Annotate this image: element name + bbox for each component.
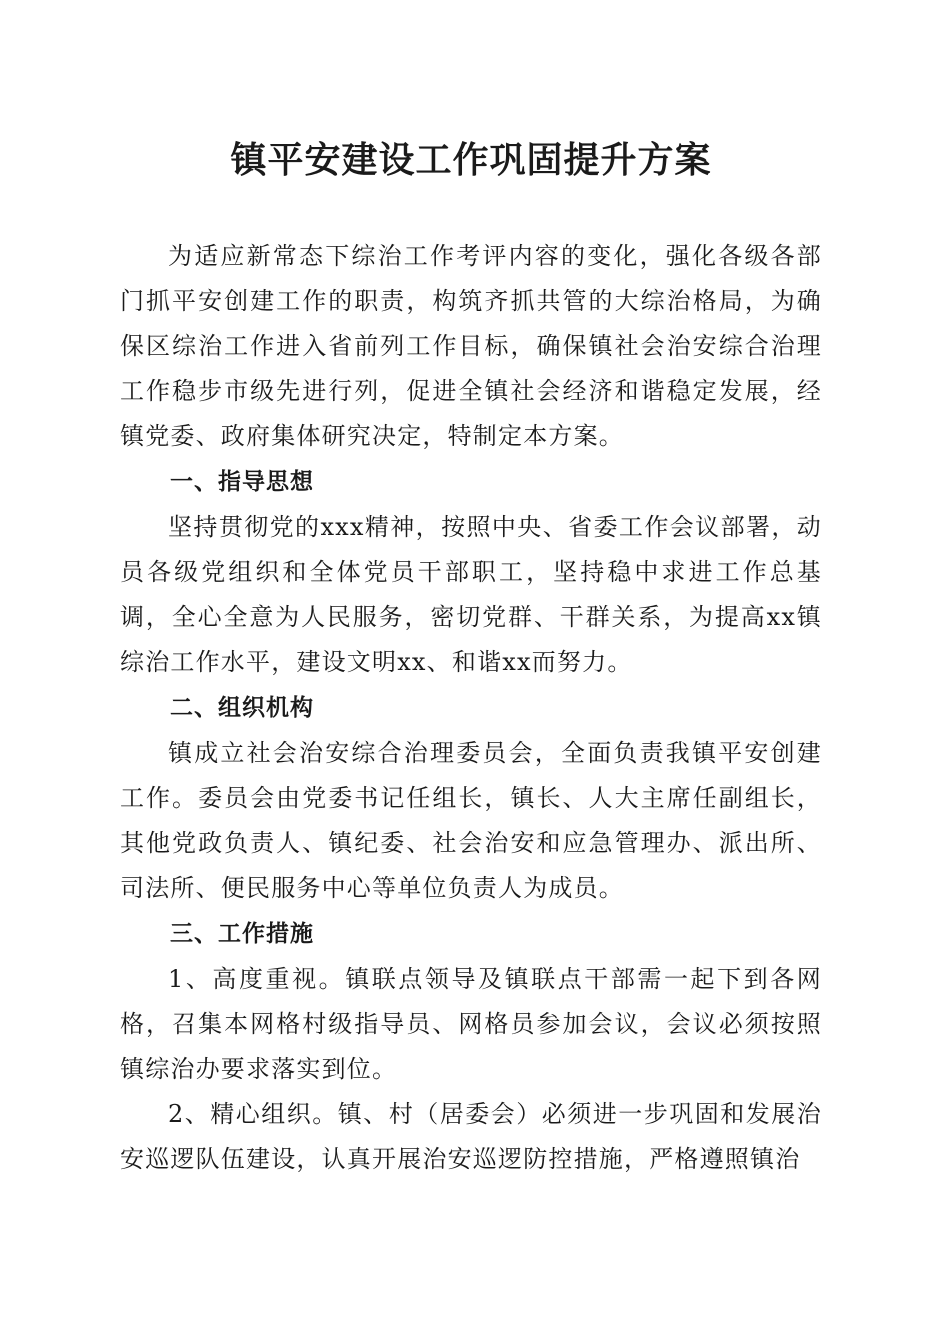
section-heading-guiding-ideology: 一、指导思想 [170, 469, 314, 495]
section-paragraph: 坚持贯彻党的xxx精神，按照中央、省委工作会议部署，动员各级党组织和全体党员干部职工，坚持稳中求进工作总基调，全心全意为人民服务，密切党群、干群关系，为提高xx镇综治工作水平，建设文明xx、和谐xx而努力。 [120, 513, 822, 676]
intro-paragraph: 为适应新常态下综治工作考评内容的变化，强化各级各部门抓平安创建工作的职责，构筑齐抓共管的大综治格局，为确保区综治工作进入省前列工作目标，确保镇社会治安综合治理工作稳步市级先进行列，促进全镇社会经济和谐稳定发展，经镇党委、政府集体研究决定，特制定本方案。 [120, 242, 822, 450]
document-body [120, 234, 822, 1182]
section-heading-work-measures: 三、工作措施 [170, 921, 314, 947]
section-paragraph: 2、精心组织。镇、村（居委会）必须进一步巩固和发展治安巡逻队伍建设，认真开展治安巡逻防控措施，严格遵照镇治 [120, 1100, 822, 1173]
section-heading-organization: 二、组织机构 [170, 695, 314, 721]
document-title: 镇平安建设工作巩固提升方案 [230, 139, 712, 181]
section-paragraph: 镇成立社会治安综合治理委员会，全面负责我镇平安创建工作。委员会由党委书记任组长，镇长、人大主席任副组长，其他党政负责人、镇纪委、社会治安和应急管理办、派出所、司法所、便民服务中心等单位负责人为成员。 [120, 739, 822, 902]
section-paragraph: 1、高度重视。镇联点领导及镇联点干部需一起下到各网格，召集本网格村级指导员、网格员参加会议，会议必须按照镇综治办要求落实到位。 [120, 965, 822, 1083]
